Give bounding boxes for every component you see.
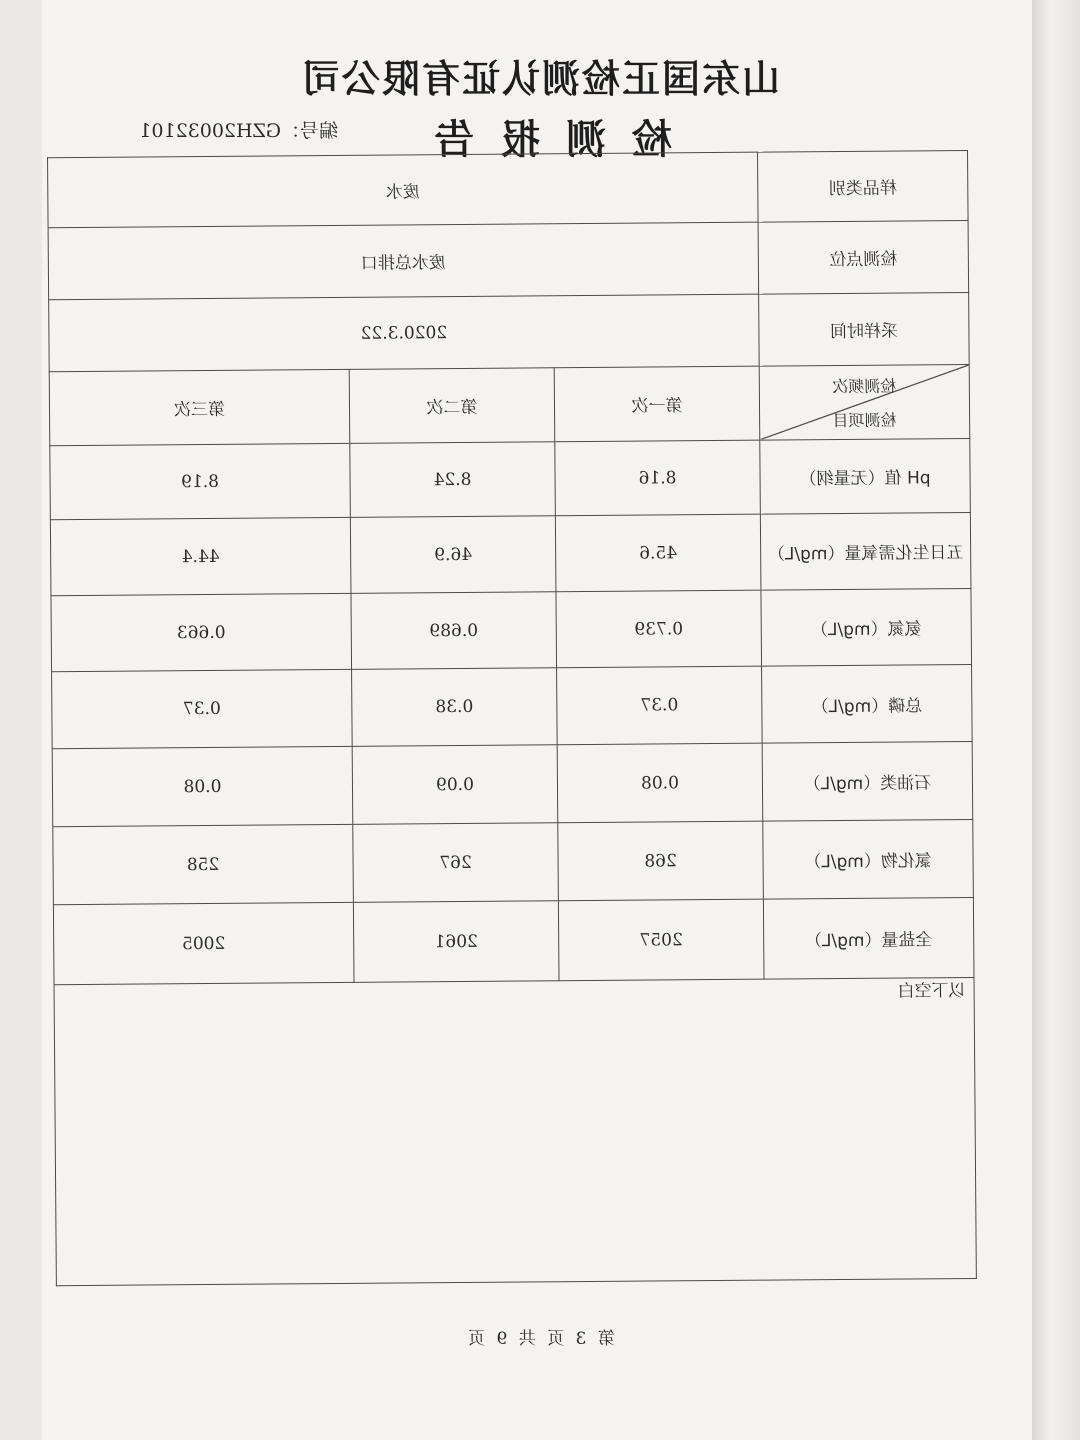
result-row [52, 664, 973, 748]
result-item: 全盐量（mg/L） [763, 897, 974, 979]
result-value: 2061 [353, 901, 559, 983]
result-item: 石油类（mg/L） [762, 741, 973, 821]
page-number: 第 3 页 共 9 页 [465, 1329, 615, 1349]
result-item: 总磷（mg/L） [762, 664, 973, 743]
result-value: 0.38 [352, 668, 558, 747]
info-label: 样品类别 [758, 151, 969, 223]
result-value: 45.6 [555, 514, 761, 592]
report-title: 检测报告 [408, 116, 672, 163]
result-row [53, 819, 974, 904]
info-value: 废水总排口 [48, 222, 759, 300]
result-value: 0.08 [52, 746, 353, 826]
result-value: 44.4 [50, 517, 351, 595]
result-value: 8.16 [555, 440, 761, 516]
result-item: 氯化物（mg/L） [763, 819, 974, 899]
info-row [49, 292, 970, 371]
result-value: 0.37 [557, 666, 763, 745]
result-item: 五日生化需氧量（mg/L） [760, 512, 971, 590]
result-value: 46.9 [350, 516, 556, 594]
result-item: pH 值（无量纲） [760, 438, 971, 514]
info-label: 采样时间 [759, 292, 970, 366]
info-label: 检测点位 [758, 221, 969, 295]
result-value: 268 [558, 821, 764, 901]
result-row [52, 741, 973, 826]
results-table [47, 150, 977, 1286]
result-value: 0.09 [352, 745, 558, 825]
diagonal-header-cell [759, 364, 970, 440]
result-value: 0.08 [557, 743, 763, 823]
result-value: 267 [353, 823, 559, 903]
info-row [48, 151, 969, 228]
result-row [51, 588, 972, 671]
result-value: 2057 [558, 899, 764, 981]
result-row [50, 438, 971, 519]
column-header: 第一次 [554, 366, 760, 442]
result-value: 0.37 [52, 669, 353, 748]
blank-area [54, 977, 976, 1285]
frequency-header-row [49, 364, 970, 445]
info-value: 废水 [48, 152, 759, 228]
result-value: 0.663 [51, 593, 352, 671]
column-header: 第三次 [49, 369, 350, 445]
result-value: 0.689 [351, 592, 557, 670]
company-name: 山东国正检测认证有限公司 [300, 56, 781, 101]
blank-area-row [54, 977, 976, 1285]
result-value: 2005 [53, 902, 354, 984]
result-value: 8.24 [350, 442, 556, 518]
blank-note: 以下空白 [897, 981, 966, 1002]
item-label: 检测项目 [832, 410, 897, 431]
frequency-label: 检测频次 [832, 376, 897, 397]
info-value: 2020.3.22 [49, 294, 760, 372]
info-row [48, 221, 969, 300]
column-header: 第二次 [349, 368, 555, 444]
report-number: 编号：GZH20032101 [139, 120, 338, 142]
result-item: 氨氮（mg/L） [761, 588, 972, 666]
result-row [53, 897, 974, 984]
result-value: 258 [53, 824, 354, 904]
result-value: 0.739 [556, 590, 762, 668]
result-value: 8.19 [50, 443, 351, 519]
result-row [50, 512, 971, 595]
